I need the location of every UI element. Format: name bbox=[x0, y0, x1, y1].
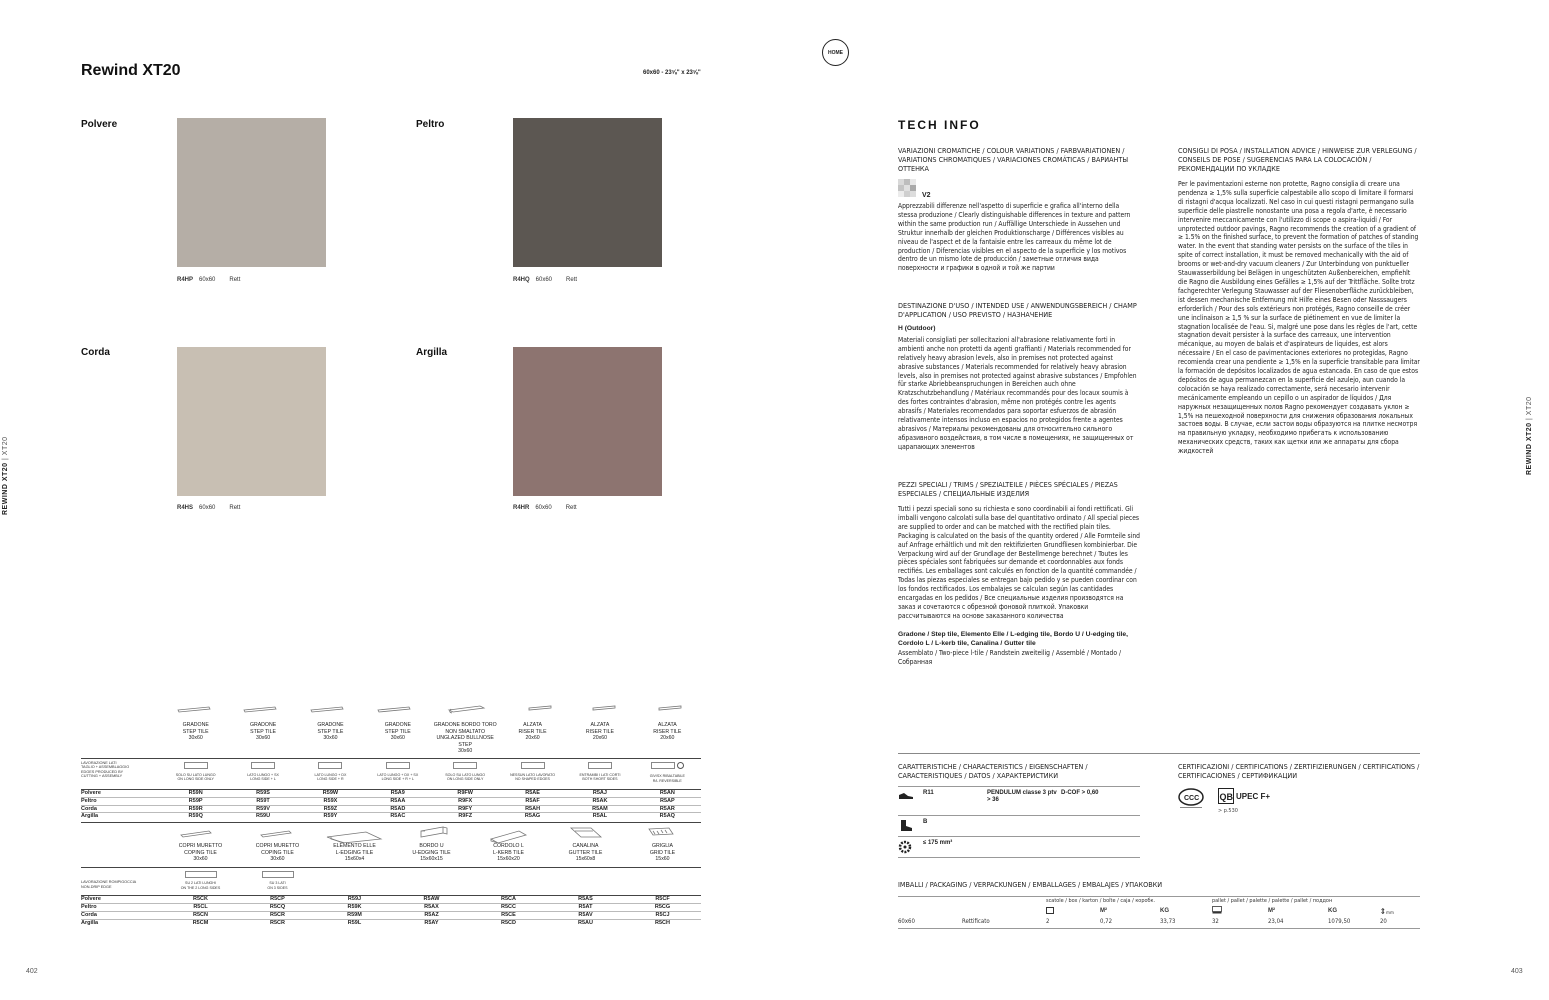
trims-table-top bbox=[81, 700, 701, 821]
trim-code: R5CR bbox=[270, 912, 285, 919]
row-label: Peltro bbox=[81, 904, 97, 911]
trims-info-section bbox=[898, 480, 1140, 666]
intended-use-class: H (Outdoor) bbox=[898, 325, 936, 332]
trim-row-polvere bbox=[81, 896, 701, 904]
trim-code: R5CJ bbox=[655, 912, 670, 919]
page-title: Rewind XT20 bbox=[81, 62, 181, 79]
pack-m2-pallet: 23,04 bbox=[1268, 918, 1284, 925]
edge-desc: LATO LUNGO + DX LONG SIDE + R bbox=[297, 759, 364, 789]
trim-header: ALZATA RISER TILE 20x60 bbox=[518, 722, 547, 741]
trim-code: R5CM bbox=[192, 919, 209, 926]
tile-swatch-corda bbox=[177, 347, 326, 496]
trim-header: CORDOLO L L-KERB TILE 15x60x20 bbox=[492, 843, 525, 862]
trim-code: R5AJ bbox=[592, 789, 607, 796]
edge-desc: SU 2 LATI LUNGHI ON THE 2 LONG SIDES bbox=[162, 868, 239, 895]
trim-code: R5CA bbox=[501, 896, 516, 902]
shoe-slip-icon bbox=[898, 787, 923, 815]
trim-code: R59L bbox=[347, 919, 362, 926]
color-variation-text: Apprezzabili differenze nell'aspetto di superficie e grafica all'interno della stessa produzione / Clearly distinguishable differences in texture and pattern within the same production run / Auffällige Unterschiede in Aussehen und Struktur innerhalb der gleichen Produktionscharge / Différences visibles au niveau de l'aspect et de la fantaisie entre les carreaux du même lot de production / Diferencias visibles en el aspecto de la superficie y los motivos dentro de un mismo lote de producción / заметные отличия вида поверхности и графики в одной и той же партии bbox=[898, 202, 1131, 273]
trims-info-text: Tutti i pezzi speciali sono su richiesta e sono coordinabili ai fondi rettificati. Gli imballi vengono calcolati sulla base del quantitativo ordinato / All special pieces are supplied to order and can be matched with the rectified plain tiles. Packaging is calculated on the basis of the quantity ordered / Alle Formteile sind auf Anfrage erhältlich und mit den rektifizierten Grundfliesen kombinierbar. Die Verpackung wird auf der Grundlage der Bestellmenge berechnet / Toutes les pièces spéciales sont fabriquées sur demande et coordonnables aux fonds rectifiés. Les emballages sont calculés en fonction de la quantité commandée / Todas las piezas especiales se entregan bajo pedido y se pueden coordinar con los fondos rectificados. Los embalajes se calculan según las cantidades encargadas en los pedidos / Все специальные изделия производятся на заказ и сочетаются с обрезной фоновой плиткой. Упаковки рассчитываются на основе заказанного количества bbox=[898, 505, 1140, 620]
abrasion-icon bbox=[898, 837, 923, 857]
trim-code: R5CC bbox=[501, 904, 516, 911]
side-label-left: REWIND XT20 | XT20 bbox=[2, 436, 9, 515]
trim-row-argilla bbox=[81, 813, 701, 821]
intended-use-section bbox=[898, 301, 1140, 452]
edge-desc: GIV/SX RIBALTABILE R/L REVERSIBLE bbox=[634, 759, 701, 789]
svg-text:CCC: CCC bbox=[1184, 795, 1200, 802]
trim-code: R59Q bbox=[188, 813, 203, 820]
tile-code-corda: R4HS 60x60 Rett bbox=[177, 505, 241, 511]
variation-pattern-icon bbox=[898, 179, 918, 199]
certification-ref: > p.530 bbox=[1218, 808, 1238, 814]
edge-desc: NESSUN LATO LAVORATO NO SHAPED EDGES bbox=[499, 759, 566, 789]
tile-swatch-peltro bbox=[513, 118, 662, 267]
char-row: R11 PENDULUM classe 3 ptv > 36 D-COF > 0,60 bbox=[898, 787, 1140, 815]
row-label: Argilla bbox=[81, 813, 99, 820]
trim-header: COPRI MURETTO COPING TILE 30x60 bbox=[255, 843, 300, 862]
trim-header: COPRI MURETTO COPING TILE 30x60 bbox=[178, 843, 223, 862]
tile-name-argilla: Argilla bbox=[416, 347, 448, 358]
edge-diagram-icon bbox=[453, 762, 477, 769]
trim-row-polvere bbox=[81, 790, 701, 798]
trim-row-peltro bbox=[81, 797, 701, 805]
trim-code: R5CH bbox=[655, 919, 670, 926]
edge-diagram-icon bbox=[262, 871, 294, 878]
trims-info-heading: PEZZI SPECIALI / TRIMS / SPEZIALTEILE / PIÈCES SPÉCIALES / PIEZAS ESPECIALES / СПЕЦИАЛЬНЫЕ ИЗДЕЛИЯ bbox=[898, 480, 1118, 498]
edge-work-label: LAVORAZIONE LATI TAGLIO + ASSEMBLAGGIO EDGES PRODUCED BY CUTTING + ASSEMBLY bbox=[81, 760, 130, 778]
trim-code: R5AY bbox=[424, 919, 439, 926]
certifications-section bbox=[1178, 762, 1420, 814]
trim-code: R5AF bbox=[525, 797, 540, 804]
color-variation-section bbox=[898, 146, 1140, 273]
trim-header: GRADONE STEP TILE 30x60 bbox=[249, 722, 277, 741]
trim-header: BORDO U U-EDGING TILE 15x60x15 bbox=[412, 843, 451, 862]
trim-code: R5AD bbox=[390, 805, 406, 812]
edge-desc: SOLO SU LATO LUNGO ON LONG SIDE ONLY bbox=[432, 759, 499, 789]
trim-code: R5AZ bbox=[424, 912, 439, 919]
tile-code-polvere: R4HP 60x60 Rett bbox=[177, 277, 241, 283]
trims-info-assembly: Assemblato / Two-piece l-tile / Randstein zweiteilig / Assemblé / Montado / Собранная bbox=[898, 648, 1121, 666]
row-label: Polvere bbox=[81, 896, 101, 902]
trim-header: GRADONE STEP TILE 30x60 bbox=[384, 722, 411, 741]
trim-code: R9FW bbox=[457, 789, 473, 796]
upec-label: UPEC F+ bbox=[1236, 791, 1271, 801]
home-button[interactable]: HOME bbox=[822, 39, 849, 66]
installation-heading: CONSIGLI DI POSA / INSTALLATION ADVICE / HINWEISE ZUR VERLEGUNG / CONSEILS DE POSE / SUGERENCIAS PARA LA COLOCACIÓN / РЕКОМЕНДАЦИИ ПО УКЛАДКЕ bbox=[1178, 146, 1417, 173]
intended-use-text: Materiali consigliati per sollecitazioni all'abrasione relativamente forti in ambienti anche non protetti da agenti graffianti / Materials recommended for relatively heavy abrasion levels, also in premises not protected against abrasive substances / Materials recommended for relatively heavy abrasion levels, also in premises not protected against abrasive substances / Empfohlen für starke Abriebbeanspruchungen in Bereichen auch ohne Kratzschutzbehandlung / Matériaux recommandés pour des locaux soumis à des fortes contraintes d'abrasion, même non protégés contre les agents abrasifs / Materiales recomendados para soportar esfuerzos de abrasión relativamente intensos incluso en espacios no protegidos frente a agentes abrasivos / Материалы рекомендованы для относительно сильного абразивного воздействия, в том числе в помещениях, не защищенных от царапающих элементов bbox=[898, 335, 1137, 451]
packaging-section bbox=[898, 880, 1420, 929]
char-row: B bbox=[898, 816, 1140, 836]
trim-code: R5CK bbox=[193, 896, 208, 902]
trim-code: R5CN bbox=[193, 912, 208, 919]
certifications-heading: CERTIFICAZIONI / CERTIFICATIONS / ZERTIFIZIERUNGEN / CERTIFICATIONS / CERTIFICACIONES / СЕРТИФИКАЦИИ bbox=[1178, 762, 1420, 780]
pack-kg-box: 33,73 bbox=[1160, 918, 1176, 925]
box-icon bbox=[1046, 905, 1100, 917]
trim-code: R5AP bbox=[659, 797, 675, 804]
trim-header: ALZATA RISER TILE 20x60 bbox=[653, 722, 682, 741]
trim-header: GRADONE BORDO TORO NON SMALTATO UNGLAZED BULLNOSE STEP 30x60 bbox=[433, 722, 497, 754]
trim-code: R59W bbox=[322, 789, 339, 796]
trim-code: R5AL bbox=[592, 813, 608, 820]
page-number-right: 403 bbox=[1511, 968, 1523, 975]
boot-icon bbox=[898, 816, 923, 836]
pallet-icon bbox=[1212, 905, 1268, 917]
svg-text:QB: QB bbox=[1219, 792, 1233, 802]
trim-code: R5A9 bbox=[390, 789, 405, 796]
pack-pieces-box: 2 bbox=[1046, 918, 1050, 925]
trim-header: GRIGLIA GRID TILE 15x60 bbox=[649, 843, 676, 862]
trim-code: R59P bbox=[188, 797, 203, 804]
trim-code: R5AH bbox=[525, 805, 541, 812]
tile-swatch-polvere bbox=[177, 118, 326, 267]
trim-code: R5CG bbox=[654, 904, 671, 911]
trim-code: R5CD bbox=[501, 919, 516, 926]
page-number-left: 402 bbox=[26, 968, 38, 975]
edge-diagram-icon bbox=[386, 762, 410, 769]
pack-m2-box: 0,72 bbox=[1100, 918, 1113, 925]
trim-row-corda bbox=[81, 805, 701, 813]
packaging-table: scatole / box / karton / boîte / caja / коробк. pallet / pallet / palette / palette / pallet / поддон M² KG M² KG ⇕mm 60x60 Rettificato 2 0,72 33,73 32 23,04 1079,50 20 bbox=[898, 897, 1420, 926]
thickness-icon: ⇕ bbox=[1380, 906, 1387, 916]
divider bbox=[898, 753, 1420, 754]
trim-code: R5AW bbox=[423, 896, 440, 902]
edge-desc: SOLO SU LATO LUNGO ON LONG SIDE ONLY bbox=[162, 759, 229, 789]
trim-code: R5CE bbox=[501, 912, 516, 919]
qb-logo-icon bbox=[1218, 788, 1234, 804]
ccc-logo-icon bbox=[1178, 788, 1206, 814]
edge-desc: LATO LUNGO + DX + SX LONG SIDE + R + L bbox=[364, 759, 431, 789]
trim-drawings-bottom bbox=[81, 823, 701, 843]
trim-code: R5AT bbox=[578, 904, 593, 911]
trim-code: R59N bbox=[188, 789, 203, 796]
trim-header: ELEMENTO ELLE L-EDGING TILE 15x60x4 bbox=[333, 843, 376, 862]
char-row: ≤ 175 mm³ bbox=[898, 837, 1140, 857]
tile-name-peltro: Peltro bbox=[416, 119, 445, 130]
reversible-icon bbox=[677, 762, 684, 769]
trim-code: R5AA bbox=[390, 797, 406, 804]
trim-code: R5AC bbox=[390, 813, 406, 820]
edge-diagram-icon bbox=[185, 871, 217, 878]
row-label: Peltro bbox=[81, 797, 97, 804]
edge-diagram-icon bbox=[184, 762, 208, 769]
trim-code: R59V bbox=[256, 805, 270, 812]
trim-row-corda bbox=[81, 912, 701, 920]
row-label: Corda bbox=[81, 805, 97, 812]
trims-table-bottom bbox=[81, 822, 701, 927]
color-variation-heading: VARIAZIONI CROMATICHE / COLOUR VARIATIONS / FARBVARIATIONEN / VARIATIONS CHROMATIQUES / VARIACIONES CROMÁTICAS / ВАРИАНТЫ ОТТЕНКА bbox=[898, 146, 1129, 173]
trim-code: R59J bbox=[347, 896, 362, 902]
trim-code: R59K bbox=[347, 904, 362, 911]
trim-code: R5CL bbox=[193, 904, 208, 911]
tile-code-peltro: R4HQ 60x60 Rett bbox=[513, 277, 578, 283]
pack-kg-pallet: 1079,50 bbox=[1328, 918, 1351, 925]
installation-section bbox=[1178, 146, 1420, 456]
pack-boxes-pallet: 32 bbox=[1212, 918, 1219, 925]
trim-header: GRADONE STEP TILE 30x60 bbox=[182, 722, 209, 741]
trim-code: R5AX bbox=[424, 904, 439, 911]
trim-code: R5AM bbox=[592, 805, 608, 812]
trim-code: R9FZ bbox=[458, 813, 473, 820]
pack-format: 60x60 bbox=[898, 918, 915, 925]
edge-desc: SU 3 LATI ON 3 SIDES bbox=[239, 868, 316, 895]
edge-desc: LATO LUNGO + SX LONG SIDE + L bbox=[229, 759, 296, 789]
edge-diagram-icon bbox=[251, 762, 275, 769]
edge-diagram-icon bbox=[318, 762, 342, 769]
row-label: Argilla bbox=[81, 919, 99, 926]
trim-code: R59Z bbox=[323, 805, 338, 812]
trim-code: R5AR bbox=[659, 805, 675, 812]
tile-code-argilla: R4HR 60x60 Rett bbox=[513, 505, 577, 511]
trim-code: R59S bbox=[256, 789, 270, 796]
tile-name-corda: Corda bbox=[81, 347, 110, 358]
tech-info-title: TECH INFO bbox=[898, 118, 981, 132]
edge-desc: ENTRAMBI I LATI CORTI BOTH SHORT SIDES bbox=[566, 759, 633, 789]
pack-edge: Rettificato bbox=[962, 918, 990, 925]
packaging-heading: IMBALLI / PACKAGING / VERPACKUNGEN / EMBALLAGES / EMBALAJES / УПАКОВКИ bbox=[898, 880, 1163, 889]
trim-code: R5AG bbox=[524, 813, 541, 820]
trim-code: R5AE bbox=[525, 789, 540, 796]
edge-diagram-icon bbox=[521, 762, 545, 769]
trim-code: R9FY bbox=[458, 805, 473, 812]
edge-diagram-icon bbox=[651, 762, 675, 769]
box-header: scatole / box / karton / boîte / caja / коробк. bbox=[1046, 898, 1156, 904]
qb-upec-logo bbox=[1218, 788, 1270, 814]
trim-code: R5CF bbox=[655, 896, 670, 902]
pallet-header: pallet / pallet / palette / palette / pallet / поддон bbox=[1212, 898, 1333, 904]
trim-code: R5CQ bbox=[269, 904, 286, 911]
trim-code: R59M bbox=[347, 912, 362, 919]
edge-diagram-icon bbox=[588, 762, 612, 769]
characteristics-section bbox=[898, 762, 1140, 858]
trim-row-peltro bbox=[81, 904, 701, 912]
installation-text: Per le pavimentazioni esterne non protette, Ragno consiglia di creare una pendenza ≥ 1,5% sulla superficie calpestabile allo scopo di limitare il formarsi di ristagni d'acqua localizzati. Nel caso in cui questi ristagni permangano sulla superficie delle piastrelle nonostante una posa a regola d'arte, è necessario intervenire meccanicamente con l'utilizzo di scope o aspira-liquidi / For unprotected outdoor pavings, Ragno recommends the creation of a gradient of ≥ 1.5% on the finished surface, to prevent the formation of patches of standing water. In the event that standing water persists on the surface of the tiles in spite of correct installation, it must be removed mechanically with the aid of brooms or wet-and-dry vacuum cleaners / Zur Unterbindung von punktueller Stauwasserbildung bei Belägen in ungeschützten Außenbereichen, empfiehlt die Ragno die Ausbildung eines Gefälles ≥ 1,5% auf der Trittfläche. Sollte trotz fachgerechter Verlegung Stauwasser auf der Fliesenoberfläche zurückbleiben, ist dessen mechanische Entfernung mit Hilfe eines Besen oder Nasssaugers erforderlich / Pour des sols extérieurs non protégés, Ragno conseille de créer une inclinaison ≥ 1,5 % sur la surface de piétinement en vue de limiter la stagnation localisée de l'eau. Si, malgré une pose dans les règles de l'art, cette stagnation devait persister à la surface des carreaux, une intervention mécanique, au moyen de balais et d'aspirateurs de liquides, est alors nécessaire / En el caso de pavimentaciones exteriores no protegidas, Ragno recomienda crear una pendiente ≥ 1,5% en la superficie transitable para limitar la formación de depósitos localizados de agua estancada. En caso de que estos depósitos de agua permanezcan en la superficie del azulejo, aun cuando la colocación se haya realizado correctamente, será necesario intervenir mecánicamente empleando un cepillo o un aspirador de líquidos / Для наружных незащищенных полов Ragno рекомендует создавать уклон ≥ 1,5% на пешеходной поверхности для снижения образования локальных застоев воды. В случае, если застои воды образуются на плитке несмотря на правильную укладку, необходимо прибегать к использованию механических средств, таких как щетки или же аппараты для сбора жидкостей bbox=[1178, 180, 1420, 456]
trim-code: R59R bbox=[188, 805, 203, 812]
tile-swatch-argilla bbox=[513, 347, 662, 496]
trim-code: R59Y bbox=[323, 813, 338, 820]
intended-use-heading: DESTINAZIONE D'USO / INTENDED USE / ANWENDUNGSBEREICH / CHAMP D'APPLICATION / USO PREVISTO / НАЗНАЧЕНИЕ bbox=[898, 301, 1137, 319]
trim-code: R59U bbox=[256, 813, 271, 820]
trim-code: R5CR bbox=[270, 919, 285, 926]
non-drip-label: LAVORAZIONE ROMPIGOCCIA NON-DRIP EDGE bbox=[81, 880, 137, 889]
trim-code: R5AN bbox=[659, 789, 675, 796]
trim-code: R5AQ bbox=[659, 813, 675, 820]
trim-code: R5AU bbox=[578, 919, 593, 926]
trim-drawings-top bbox=[81, 700, 701, 722]
trim-code: R5AK bbox=[592, 797, 608, 804]
tile-name-polvere: Polvere bbox=[81, 119, 118, 130]
pack-thickness: 20 bbox=[1380, 918, 1387, 925]
trim-row-argilla bbox=[81, 919, 701, 927]
trim-code: R59X bbox=[323, 797, 338, 804]
trim-code: R9FX bbox=[458, 797, 473, 804]
side-label-right: REWIND XT20 | XT20 bbox=[1526, 396, 1533, 475]
variation-code: V2 bbox=[922, 192, 931, 199]
trim-code: R59T bbox=[256, 797, 270, 804]
row-label: Polvere bbox=[81, 789, 101, 796]
trim-code: R5AS bbox=[578, 896, 593, 902]
trims-info-list: Gradone / Step tile, Elemento Elle / L-edging tile, Bordo U / U-edging tile, Cordolo L / L-kerb tile, Canalina / Gutter tile bbox=[898, 630, 1128, 647]
trim-code: R5CP bbox=[270, 896, 285, 902]
trim-header: CANALINA GUTTER TILE 15x60x8 bbox=[568, 843, 603, 862]
trim-header: GRADONE STEP TILE 30x60 bbox=[317, 722, 344, 741]
row-label: Corda bbox=[81, 912, 97, 919]
trim-header: ALZATA RISER TILE 20x60 bbox=[585, 722, 615, 741]
size-label: 60x60 - 23⅝" x 23⅝" bbox=[643, 70, 701, 76]
characteristics-heading: CARATTERISTICHE / CHARACTERISTICS / EIGENSCHAFTEN / CARACTERISTIQUES / DATOS / ХАРАКТЕРИСТИКИ bbox=[898, 762, 1088, 780]
trim-code: R5AV bbox=[578, 912, 593, 919]
